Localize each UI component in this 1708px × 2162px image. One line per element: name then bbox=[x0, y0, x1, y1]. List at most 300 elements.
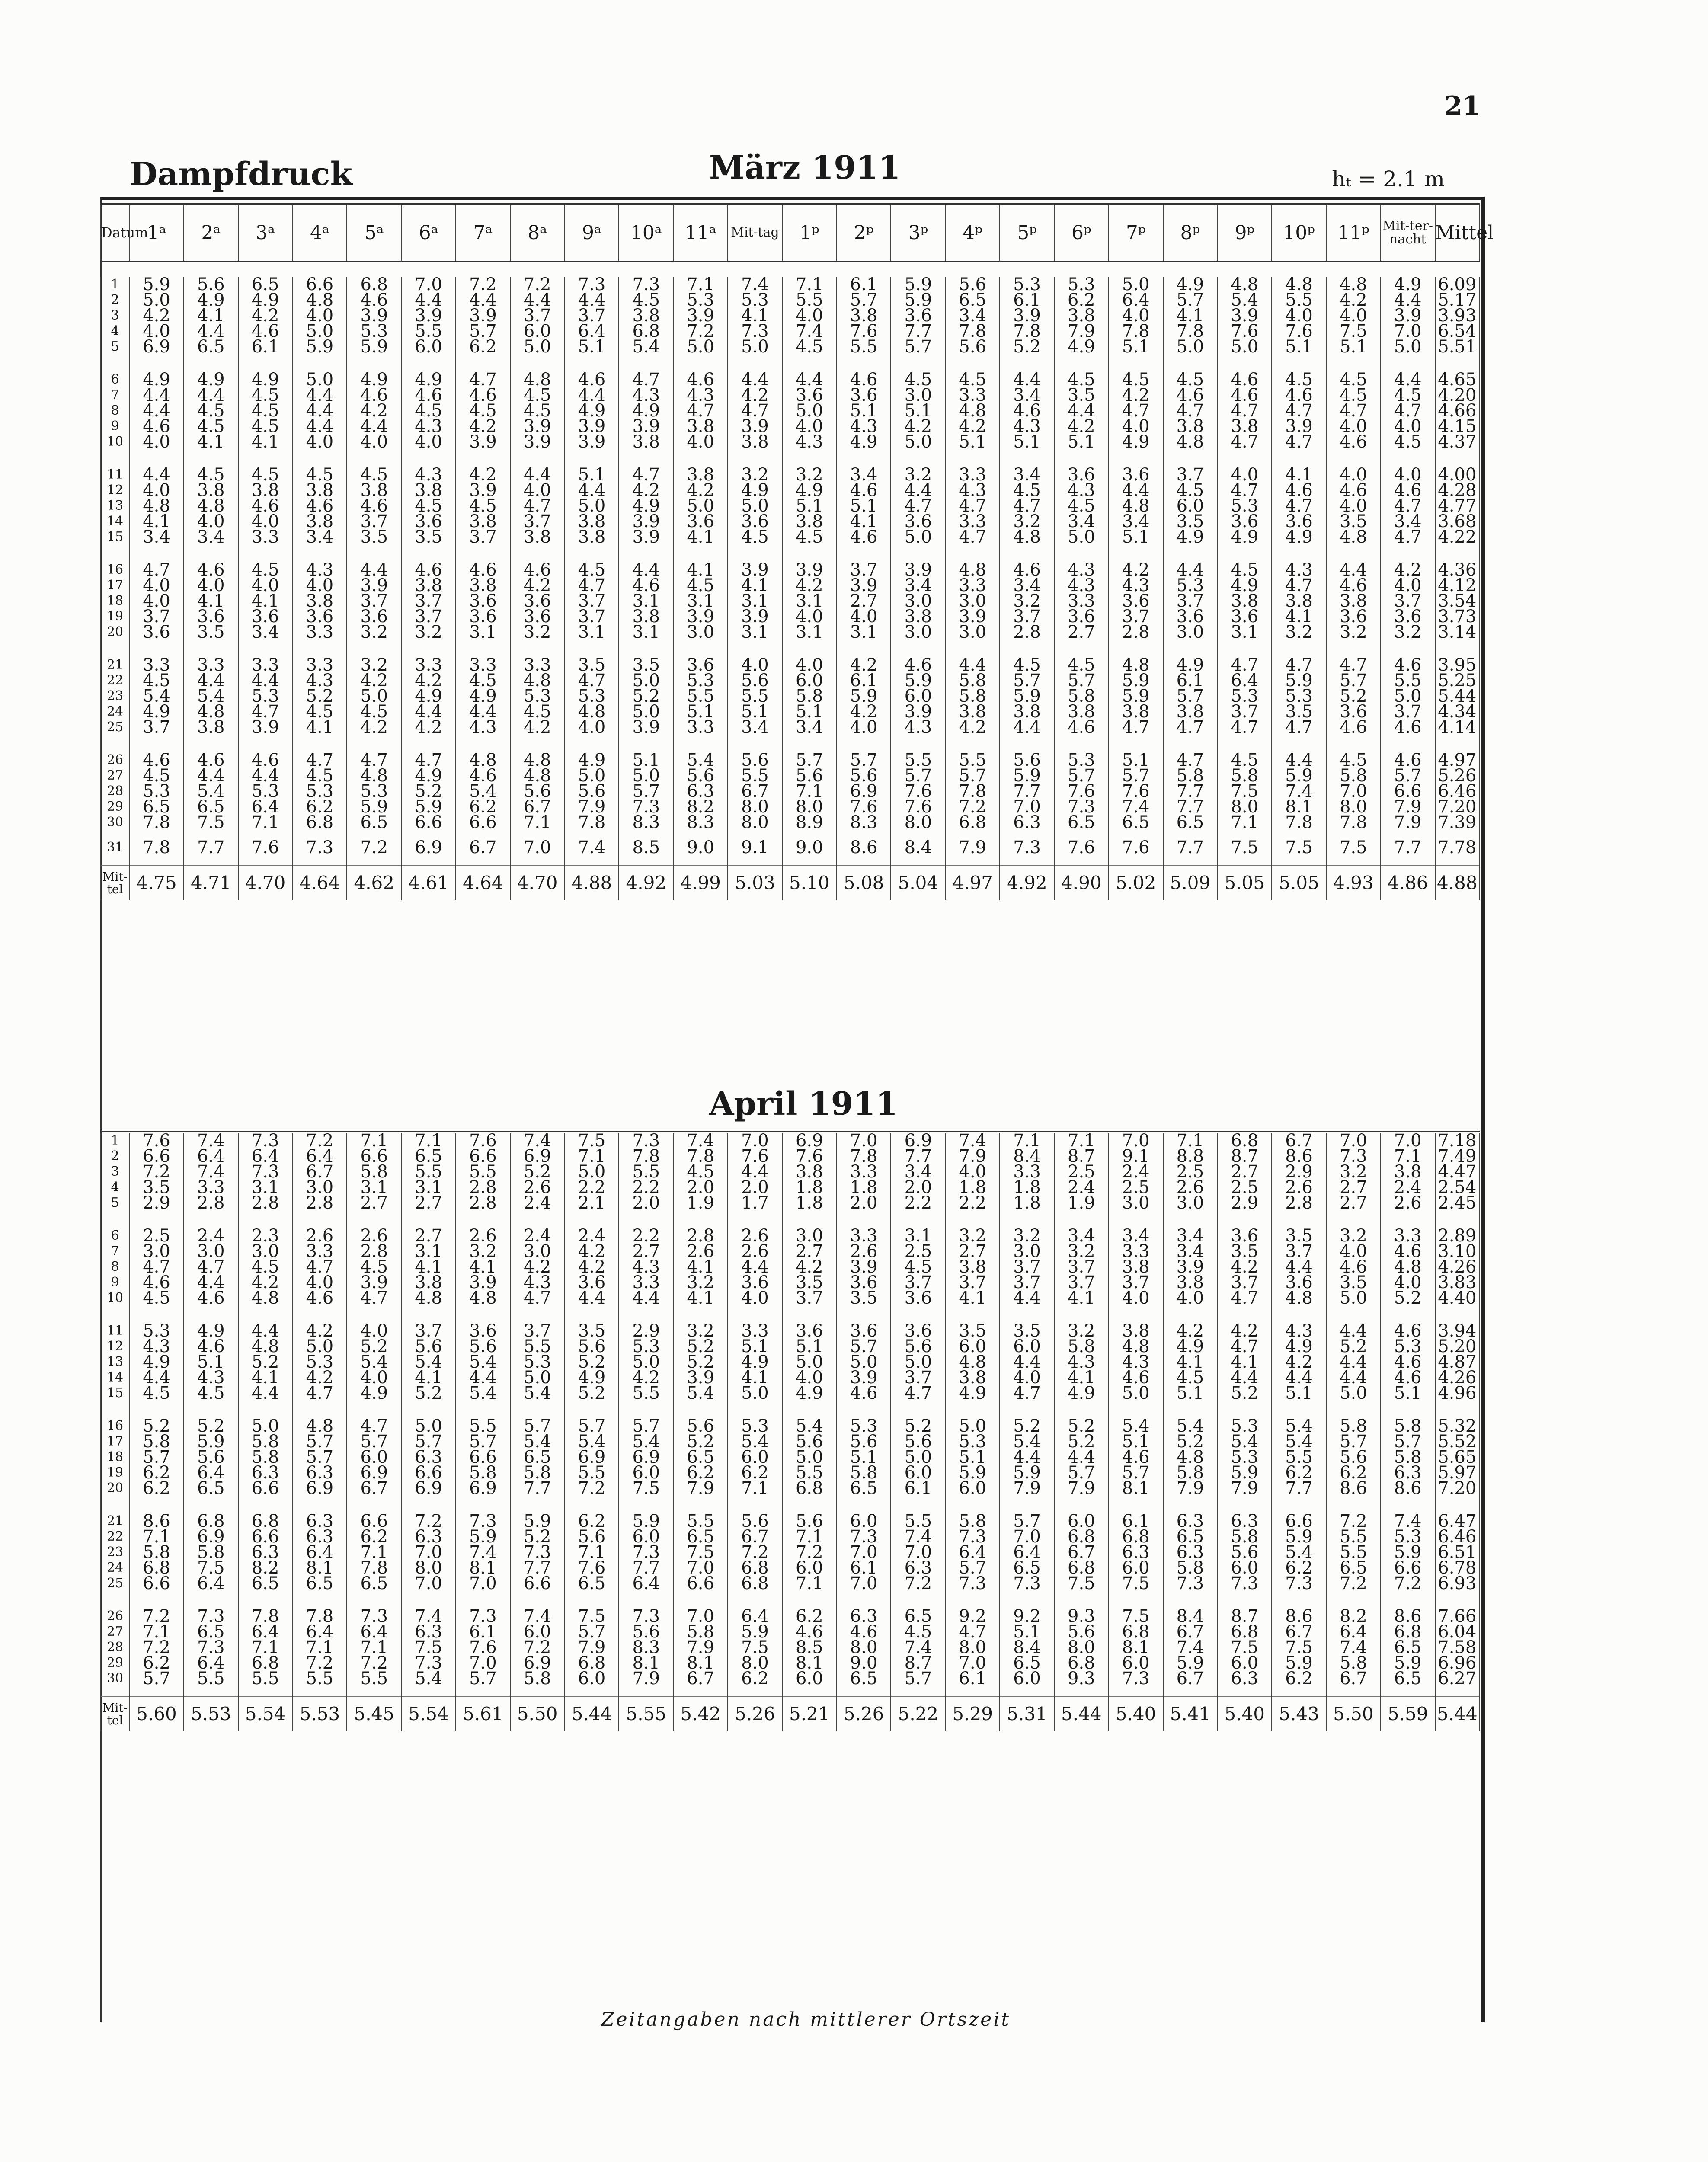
value-cell: 4.9 bbox=[1163, 657, 1218, 673]
value-cell: 3.1 bbox=[891, 1228, 945, 1244]
value-cell: 2.6 bbox=[1163, 1180, 1218, 1195]
value-cell: 4.9 bbox=[565, 403, 619, 419]
value-cell: 7.0 bbox=[456, 1655, 510, 1671]
value-cell: 3.7 bbox=[1217, 704, 1272, 720]
column-header-10: 10ᵃ bbox=[619, 204, 673, 262]
value-cell: 4.1 bbox=[456, 1259, 510, 1275]
value-cell: 7.9 bbox=[1054, 1481, 1109, 1496]
value-cell: 4.0 bbox=[293, 308, 347, 323]
column-header-datum: Datum bbox=[101, 204, 129, 262]
value-cell: 7.9 bbox=[1381, 815, 1435, 830]
column-header-6: 6ᵃ bbox=[401, 204, 456, 262]
value-cell: 6.0 bbox=[782, 1671, 837, 1686]
value-cell: 7.6 bbox=[565, 1560, 619, 1576]
mean-cell: 4.75 bbox=[129, 865, 184, 900]
value-cell: 3.3 bbox=[945, 578, 1000, 593]
value-cell: 5.9 bbox=[1272, 1655, 1326, 1671]
value-cell: 5.1 bbox=[782, 704, 837, 720]
value-cell: 7.4 bbox=[401, 1609, 456, 1624]
value-cell: 3.9 bbox=[510, 419, 565, 434]
value-cell: 2.8 bbox=[1000, 624, 1054, 640]
value-cell: 3.4 bbox=[238, 624, 293, 640]
value-cell: 4.2 bbox=[1272, 1354, 1326, 1370]
value-cell: 1.8 bbox=[945, 1180, 1000, 1195]
april-day-row bbox=[101, 1671, 1479, 1686]
value-cell: 3.8 bbox=[293, 593, 347, 609]
value-cell: 4.4 bbox=[565, 387, 619, 403]
value-cell: 4.7 bbox=[945, 498, 1000, 514]
day-cell: 5 bbox=[101, 1195, 129, 1211]
value-cell: 3.8 bbox=[401, 483, 456, 498]
value-cell: 4.4 bbox=[238, 1385, 293, 1401]
value-cell: 4.0 bbox=[1381, 467, 1435, 483]
value-cell: 1.8 bbox=[1000, 1180, 1054, 1195]
mean-cell: 4.88 bbox=[565, 865, 619, 900]
value-cell: 5.0 bbox=[1326, 1385, 1381, 1401]
mean-cell: 5.50 bbox=[510, 1696, 565, 1731]
value-cell: 3.3 bbox=[837, 1164, 891, 1180]
value-cell: 7.3 bbox=[456, 1609, 510, 1624]
value-cell: 5.4 bbox=[728, 1434, 782, 1449]
value-cell: 4.2 bbox=[129, 308, 184, 323]
value-cell: 4.2 bbox=[782, 578, 837, 593]
value-cell: 7.1 bbox=[673, 277, 728, 292]
value-cell: 4.4 bbox=[565, 483, 619, 498]
value-cell: 3.9 bbox=[1217, 308, 1272, 323]
value-cell: 5.5 bbox=[673, 1513, 728, 1529]
value-cell: 8.1 bbox=[293, 1560, 347, 1576]
value-cell: 6.8 bbox=[619, 323, 673, 339]
value-cell: 4.0 bbox=[1381, 578, 1435, 593]
value-cell: 5.6 bbox=[728, 1513, 782, 1529]
value-cell: 3.8 bbox=[1109, 1259, 1163, 1275]
value-cell: 7.7 bbox=[510, 1560, 565, 1576]
value-cell: 6.5 bbox=[401, 1148, 456, 1164]
value-cell: 9.1 bbox=[1109, 1148, 1163, 1164]
value-cell: 6.2 bbox=[347, 1529, 401, 1545]
daily-mean-cell: 7.78 bbox=[1435, 840, 1479, 855]
value-cell: 6.2 bbox=[728, 1671, 782, 1686]
value-cell: 6.3 bbox=[293, 1513, 347, 1529]
value-cell: 3.8 bbox=[456, 514, 510, 529]
value-cell: 3.8 bbox=[945, 1370, 1000, 1385]
value-cell: 4.8 bbox=[1381, 1259, 1435, 1275]
column-header-9: 9ᵃ bbox=[565, 204, 619, 262]
value-cell: 4.5 bbox=[891, 372, 945, 387]
row-group-gap bbox=[101, 1496, 1479, 1513]
value-cell: 4.6 bbox=[456, 768, 510, 784]
value-cell: 7.3 bbox=[945, 1529, 1000, 1545]
day-cell: 13 bbox=[101, 498, 129, 514]
value-cell: 7.5 bbox=[1326, 323, 1381, 339]
value-cell: 3.9 bbox=[401, 308, 456, 323]
value-cell: 2.6 bbox=[293, 1228, 347, 1244]
daily-mean-cell: 7.18 bbox=[1435, 1133, 1479, 1148]
value-cell: 4.4 bbox=[1000, 1354, 1054, 1370]
value-cell: 2.7 bbox=[1326, 1180, 1381, 1195]
value-cell: 4.2 bbox=[837, 704, 891, 720]
value-cell: 4.0 bbox=[728, 657, 782, 673]
value-cell: 5.3 bbox=[1054, 752, 1109, 768]
daily-mean-cell: 4.97 bbox=[1435, 752, 1479, 768]
value-cell: 5.8 bbox=[837, 1465, 891, 1481]
value-cell: 5.8 bbox=[1381, 1449, 1435, 1465]
value-cell: 5.5 bbox=[456, 1164, 510, 1180]
value-cell: 6.3 bbox=[1163, 1513, 1218, 1529]
value-cell: 3.3 bbox=[1054, 593, 1109, 609]
value-cell: 4.4 bbox=[619, 1290, 673, 1306]
value-cell: 3.6 bbox=[456, 1323, 510, 1339]
value-cell: 4.8 bbox=[1000, 529, 1054, 545]
value-cell: 4.9 bbox=[1163, 277, 1218, 292]
value-cell: 3.6 bbox=[1326, 609, 1381, 624]
value-cell: 5.0 bbox=[728, 1385, 782, 1401]
value-cell: 3.7 bbox=[510, 514, 565, 529]
value-cell: 6.8 bbox=[1217, 1133, 1272, 1148]
value-cell: 7.4 bbox=[1381, 1513, 1435, 1529]
value-cell: 4.5 bbox=[1326, 372, 1381, 387]
day-cell: 20 bbox=[101, 1481, 129, 1496]
value-cell: 7.5 bbox=[1109, 1609, 1163, 1624]
value-cell: 6.4 bbox=[184, 1655, 238, 1671]
value-cell: 3.7 bbox=[1000, 1275, 1054, 1290]
value-cell: 7.6 bbox=[456, 1133, 510, 1148]
value-cell: 5.4 bbox=[673, 752, 728, 768]
value-cell: 7.4 bbox=[456, 1545, 510, 1560]
value-cell: 5.4 bbox=[619, 1434, 673, 1449]
value-cell: 2.8 bbox=[1109, 624, 1163, 640]
value-cell: 5.3 bbox=[510, 1354, 565, 1370]
column-header-5: 5ᵃ bbox=[347, 204, 401, 262]
value-cell: 7.6 bbox=[1109, 840, 1163, 855]
value-cell: 5.0 bbox=[1381, 688, 1435, 704]
value-cell: 6.6 bbox=[347, 1513, 401, 1529]
value-cell: 3.5 bbox=[565, 657, 619, 673]
value-cell: 3.6 bbox=[673, 514, 728, 529]
daily-mean-cell: 3.54 bbox=[1435, 593, 1479, 609]
value-cell: 6.2 bbox=[456, 799, 510, 815]
value-cell: 3.1 bbox=[837, 624, 891, 640]
value-cell: 4.4 bbox=[945, 657, 1000, 673]
value-cell: 4.4 bbox=[782, 372, 837, 387]
april-section-title: April 1911 bbox=[709, 1085, 898, 1123]
value-cell: 3.9 bbox=[728, 419, 782, 434]
value-cell: 3.9 bbox=[456, 434, 510, 450]
value-cell: 4.9 bbox=[1163, 1339, 1218, 1354]
value-cell: 7.0 bbox=[673, 1560, 728, 1576]
value-cell: 6.6 bbox=[293, 277, 347, 292]
value-cell: 4.9 bbox=[945, 1385, 1000, 1401]
value-cell: 6.8 bbox=[945, 815, 1000, 830]
value-cell: 7.0 bbox=[401, 1576, 456, 1591]
value-cell: 8.7 bbox=[1217, 1609, 1272, 1624]
value-cell: 4.9 bbox=[728, 483, 782, 498]
value-cell: 5.2 bbox=[238, 1354, 293, 1370]
mean-cell: 5.53 bbox=[184, 1696, 238, 1731]
value-cell: 5.8 bbox=[347, 1164, 401, 1180]
value-cell: 5.4 bbox=[1163, 1418, 1218, 1434]
column-header-17: 5ᵖ bbox=[1000, 204, 1054, 262]
value-cell: 5.7 bbox=[945, 1560, 1000, 1576]
value-cell: 6.3 bbox=[238, 1545, 293, 1560]
value-cell: 4.0 bbox=[1326, 467, 1381, 483]
value-cell: 6.8 bbox=[1054, 1560, 1109, 1576]
value-cell: 5.7 bbox=[1054, 768, 1109, 784]
value-cell: 6.1 bbox=[945, 1671, 1000, 1686]
value-cell: 4.0 bbox=[1272, 308, 1326, 323]
value-cell: 3.7 bbox=[782, 1290, 837, 1306]
value-cell: 3.7 bbox=[891, 1275, 945, 1290]
value-cell: 3.3 bbox=[293, 1244, 347, 1259]
value-cell: 5.8 bbox=[129, 1545, 184, 1560]
value-cell: 7.3 bbox=[1217, 1576, 1272, 1591]
value-cell: 4.1 bbox=[1163, 308, 1218, 323]
value-cell: 7.4 bbox=[673, 1133, 728, 1148]
value-cell: 2.1 bbox=[565, 1195, 619, 1211]
value-cell: 7.7 bbox=[1163, 840, 1218, 855]
value-cell: 5.6 bbox=[565, 1529, 619, 1545]
value-cell: 6.4 bbox=[1109, 292, 1163, 308]
column-header-8: 8ᵃ bbox=[510, 204, 565, 262]
value-cell: 4.1 bbox=[837, 514, 891, 529]
value-cell: 7.3 bbox=[456, 1513, 510, 1529]
day-cell: 28 bbox=[101, 784, 129, 799]
value-cell: 8.6 bbox=[1381, 1481, 1435, 1496]
daily-mean-cell: 5.32 bbox=[1435, 1418, 1479, 1434]
value-cell: 5.6 bbox=[1326, 1449, 1381, 1465]
value-cell: 4.2 bbox=[510, 578, 565, 593]
day-cell: 25 bbox=[101, 1576, 129, 1591]
value-cell: 3.8 bbox=[456, 578, 510, 593]
day-cell: 4 bbox=[101, 1180, 129, 1195]
value-cell: 4.7 bbox=[945, 529, 1000, 545]
value-cell: 5.4 bbox=[782, 1418, 837, 1434]
value-cell: 3.0 bbox=[1163, 1195, 1218, 1211]
value-cell: 8.9 bbox=[782, 815, 837, 830]
value-cell: 5.1 bbox=[1272, 1385, 1326, 1401]
value-cell: 3.4 bbox=[184, 529, 238, 545]
value-cell: 4.3 bbox=[401, 419, 456, 434]
value-cell: 4.8 bbox=[293, 1418, 347, 1434]
value-cell: 8.4 bbox=[891, 840, 945, 855]
value-cell: 5.4 bbox=[347, 1354, 401, 1370]
value-cell: 2.9 bbox=[1217, 1195, 1272, 1211]
value-cell: 4.9 bbox=[1054, 1385, 1109, 1401]
value-cell: 5.2 bbox=[347, 1339, 401, 1354]
value-cell: 8.3 bbox=[619, 815, 673, 830]
mean-label: Mit-tel bbox=[101, 865, 129, 900]
value-cell: 6.0 bbox=[619, 1465, 673, 1481]
value-cell: 2.6 bbox=[728, 1228, 782, 1244]
value-cell: 5.9 bbox=[1272, 768, 1326, 784]
value-cell: 4.4 bbox=[1163, 562, 1218, 578]
value-cell: 7.0 bbox=[673, 1609, 728, 1624]
value-cell: 7.5 bbox=[673, 1545, 728, 1560]
value-cell: 5.4 bbox=[1217, 292, 1272, 308]
value-cell: 5.8 bbox=[510, 1465, 565, 1481]
value-cell: 5.9 bbox=[1381, 1655, 1435, 1671]
value-cell: 5.8 bbox=[1054, 1339, 1109, 1354]
day-cell: 21 bbox=[101, 1513, 129, 1529]
march-day-row bbox=[101, 434, 1479, 450]
value-cell: 4.5 bbox=[1217, 752, 1272, 768]
value-cell: 5.6 bbox=[1000, 752, 1054, 768]
value-cell: 4.2 bbox=[1381, 562, 1435, 578]
value-cell: 4.4 bbox=[1326, 1370, 1381, 1385]
value-cell: 7.2 bbox=[673, 323, 728, 339]
value-cell: 2.9 bbox=[1272, 1164, 1326, 1180]
value-cell: 3.8 bbox=[891, 609, 945, 624]
value-cell: 4.2 bbox=[401, 673, 456, 688]
april-day-row bbox=[101, 1576, 1479, 1591]
value-cell: 5.7 bbox=[837, 292, 891, 308]
value-cell: 3.6 bbox=[510, 593, 565, 609]
value-cell: 7.3 bbox=[1163, 1576, 1218, 1591]
value-cell: 8.7 bbox=[1217, 1148, 1272, 1164]
value-cell: 5.6 bbox=[619, 1624, 673, 1640]
value-cell: 4.5 bbox=[238, 387, 293, 403]
value-cell: 7.1 bbox=[510, 815, 565, 830]
value-cell: 5.3 bbox=[129, 1323, 184, 1339]
value-cell: 4.8 bbox=[510, 673, 565, 688]
value-cell: 3.6 bbox=[1163, 609, 1218, 624]
value-cell: 7.1 bbox=[238, 1640, 293, 1655]
value-cell: 4.3 bbox=[184, 1370, 238, 1385]
value-cell: 5.8 bbox=[1163, 1465, 1218, 1481]
value-cell: 4.7 bbox=[673, 403, 728, 419]
value-cell: 3.6 bbox=[837, 387, 891, 403]
value-cell: 8.4 bbox=[1000, 1640, 1054, 1655]
value-cell: 3.7 bbox=[891, 1370, 945, 1385]
value-cell: 3.2 bbox=[1054, 1323, 1109, 1339]
value-cell: 9.0 bbox=[673, 840, 728, 855]
value-cell: 4.2 bbox=[293, 1370, 347, 1385]
value-cell: 3.0 bbox=[891, 624, 945, 640]
value-cell: 4.1 bbox=[184, 434, 238, 450]
value-cell: 3.4 bbox=[728, 720, 782, 735]
value-cell: 3.6 bbox=[891, 1323, 945, 1339]
value-cell: 3.9 bbox=[565, 419, 619, 434]
day-cell: 2 bbox=[101, 1148, 129, 1164]
value-cell: 4.3 bbox=[1000, 419, 1054, 434]
value-cell: 5.5 bbox=[673, 688, 728, 704]
value-cell: 4.3 bbox=[1054, 483, 1109, 498]
value-cell: 3.8 bbox=[1217, 419, 1272, 434]
value-cell: 4.6 bbox=[1381, 1323, 1435, 1339]
value-cell: 4.4 bbox=[891, 483, 945, 498]
value-cell: 5.8 bbox=[1163, 1560, 1218, 1576]
value-cell: 3.9 bbox=[728, 562, 782, 578]
column-header-18: 6ᵖ bbox=[1054, 204, 1109, 262]
value-cell: 2.7 bbox=[1054, 624, 1109, 640]
march-day-row bbox=[101, 840, 1479, 855]
value-cell: 3.1 bbox=[238, 1180, 293, 1195]
value-cell: 4.8 bbox=[184, 704, 238, 720]
value-cell: 5.5 bbox=[1326, 1529, 1381, 1545]
value-cell: 3.0 bbox=[673, 624, 728, 640]
daily-mean-cell: 5.17 bbox=[1435, 292, 1479, 308]
april-day-row bbox=[101, 1195, 1479, 1211]
value-cell: 4.5 bbox=[782, 339, 837, 355]
value-cell: 7.1 bbox=[782, 277, 837, 292]
value-cell: 6.5 bbox=[673, 1449, 728, 1465]
value-cell: 5.2 bbox=[619, 688, 673, 704]
value-cell: 3.2 bbox=[891, 467, 945, 483]
value-cell: 5.8 bbox=[945, 673, 1000, 688]
value-cell: 7.8 bbox=[238, 1609, 293, 1624]
value-cell: 7.0 bbox=[1109, 1133, 1163, 1148]
value-cell: 8.2 bbox=[1326, 1609, 1381, 1624]
value-cell: 6.4 bbox=[184, 1576, 238, 1591]
value-cell: 5.6 bbox=[673, 1418, 728, 1434]
value-cell: 4.0 bbox=[184, 514, 238, 529]
value-cell: 5.3 bbox=[1381, 1529, 1435, 1545]
value-cell: 6.6 bbox=[129, 1148, 184, 1164]
value-cell: 2.8 bbox=[673, 1228, 728, 1244]
value-cell: 2.6 bbox=[456, 1228, 510, 1244]
day-cell: 29 bbox=[101, 799, 129, 815]
value-cell: 4.0 bbox=[837, 720, 891, 735]
value-cell: 5.5 bbox=[184, 1671, 238, 1686]
day-cell: 23 bbox=[101, 1545, 129, 1560]
value-cell: 5.0 bbox=[673, 498, 728, 514]
value-cell: 7.9 bbox=[1163, 1481, 1218, 1496]
value-cell: 4.4 bbox=[1326, 562, 1381, 578]
value-cell: 4.5 bbox=[184, 467, 238, 483]
value-cell: 4.5 bbox=[673, 578, 728, 593]
value-cell: 6.3 bbox=[1109, 1545, 1163, 1560]
column-header-16: 4ᵖ bbox=[945, 204, 1000, 262]
value-cell: 3.5 bbox=[1272, 1228, 1326, 1244]
value-cell: 7.1 bbox=[347, 1133, 401, 1148]
value-cell: 7.8 bbox=[1326, 815, 1381, 830]
value-cell: 4.4 bbox=[510, 467, 565, 483]
value-cell: 7.0 bbox=[945, 1655, 1000, 1671]
value-cell: 7.3 bbox=[565, 277, 619, 292]
value-cell: 4.9 bbox=[184, 1323, 238, 1339]
value-cell: 3.2 bbox=[1000, 514, 1054, 529]
value-cell: 2.0 bbox=[619, 1195, 673, 1211]
value-cell: 4.6 bbox=[1381, 1354, 1435, 1370]
mean-cell: 5.44 bbox=[1435, 1696, 1479, 1731]
mean-cell: 4.88 bbox=[1435, 865, 1479, 900]
value-cell: 6.3 bbox=[1217, 1513, 1272, 1529]
value-cell: 3.6 bbox=[837, 1323, 891, 1339]
value-cell: 2.5 bbox=[1217, 1180, 1272, 1195]
value-cell: 3.4 bbox=[1109, 514, 1163, 529]
value-cell: 3.8 bbox=[619, 609, 673, 624]
value-cell: 5.3 bbox=[293, 784, 347, 799]
mean-cell: 4.70 bbox=[510, 865, 565, 900]
day-cell: 24 bbox=[101, 704, 129, 720]
value-cell: 5.0 bbox=[129, 292, 184, 308]
value-cell: 4.3 bbox=[837, 419, 891, 434]
value-cell: 7.7 bbox=[1163, 784, 1218, 799]
value-cell: 6.9 bbox=[565, 1449, 619, 1465]
value-cell: 3.7 bbox=[945, 1275, 1000, 1290]
mean-cell: 5.40 bbox=[1217, 1696, 1272, 1731]
value-cell: 5.3 bbox=[1217, 498, 1272, 514]
value-cell: 5.4 bbox=[510, 1385, 565, 1401]
value-cell: 5.1 bbox=[891, 403, 945, 419]
value-cell: 7.0 bbox=[401, 1545, 456, 1560]
value-cell: 4.7 bbox=[293, 1385, 347, 1401]
value-cell: 3.5 bbox=[619, 657, 673, 673]
value-cell: 2.4 bbox=[510, 1195, 565, 1211]
value-cell: 4.2 bbox=[1326, 292, 1381, 308]
value-cell: 3.3 bbox=[945, 387, 1000, 403]
value-cell: 4.4 bbox=[728, 372, 782, 387]
